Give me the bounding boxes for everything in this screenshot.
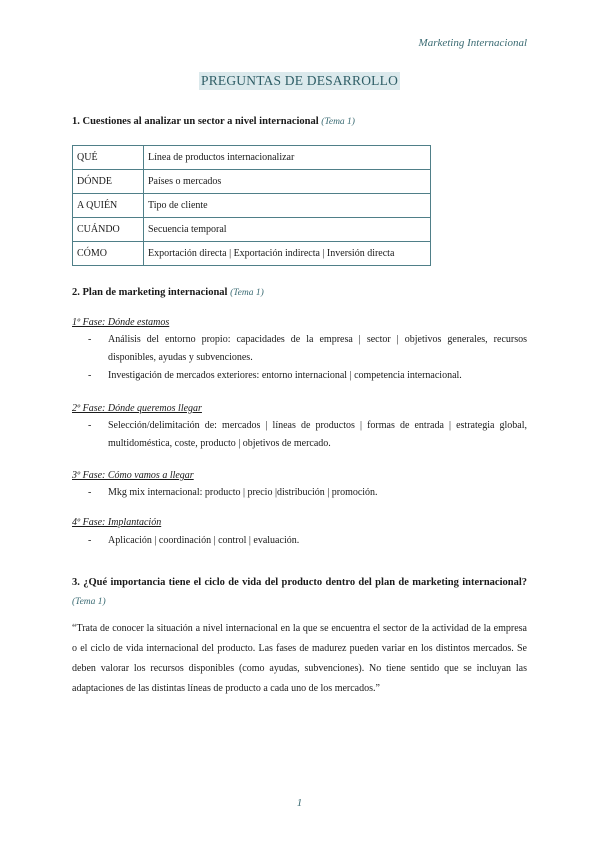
section-3-answer: “Trata de conocer la situación a nivel internacional en la que se encuentra el sector de la actividad de la empresa o el ciclo de vida internacional del producto. Las fases de madurez pueden variar en los distintos mercados. Se deben valorar los recursos disponibles (como ayudas, subvenciones). No tiene sentido que se incluyan las adaptaciones de las distintas líneas de producto a cada uno de los mercados.” — [72, 623, 527, 694]
table-row — [73, 146, 431, 170]
table-cell-value: Países o mercados — [144, 170, 431, 194]
page-title: PREGUNTAS DE DESARROLLO — [200, 73, 399, 88]
phase-1-title: 1º Fase: Dónde estamos — [72, 317, 170, 328]
phase-3-title: 3º Fase: Cómo vamos a llegar — [72, 470, 194, 481]
list-item: - Análisis del entorno propio: capacidades de la empresa | sector | objetivos generales, recursos disponibles, ayudas y subvenciones. — [86, 331, 527, 367]
table-cell-value: Tipo de cliente — [144, 194, 431, 218]
table-cell-key: CÓMO — [73, 242, 144, 266]
table-cell-value: Exportación directa | Exportación indirecta | Inversión directa — [144, 242, 431, 266]
table-cell-key: A QUIÉN — [73, 194, 144, 218]
table-cell-value: Secuencia temporal — [144, 218, 431, 242]
section-2-heading-text: 2. Plan de marketing internacional — [72, 287, 228, 298]
list-item: - Aplicación | coordinación | control | evaluación. — [86, 532, 527, 550]
table-cell-key: CUÁNDO — [73, 218, 144, 242]
phase-1-list — [86, 331, 527, 385]
table-row — [73, 194, 431, 218]
table-row — [73, 242, 431, 266]
phase-4-list — [86, 532, 527, 550]
table-cell-key: DÓNDE — [73, 170, 144, 194]
phase-4-title: 4º Fase: Implantación — [72, 517, 162, 528]
table-cell-key: QUÉ — [73, 146, 144, 170]
section-3-heading-text: 3. ¿Qué importancia tiene el ciclo de vida del producto dentro del plan de marketing internacional? — [72, 577, 527, 588]
title-container — [72, 72, 527, 90]
section-3-heading — [72, 573, 527, 612]
questions-table — [72, 145, 431, 266]
table-row — [73, 170, 431, 194]
table-row — [73, 218, 431, 242]
list-item: - Investigación de mercados exteriores: entorno internacional | competencia internacional. — [86, 367, 527, 385]
document-page — [72, 0, 527, 848]
table-cell-value: Línea de productos internacionalizar — [144, 146, 431, 170]
running-header: Marketing Internacional — [418, 37, 527, 49]
list-item: - Selección/delimitación de: mercados | líneas de productos | formas de entrada | estrategia global, multidoméstica, coste, producto | objetivos de mercado. — [86, 417, 527, 453]
phase-2-list — [86, 417, 527, 453]
page-number: 1 — [296, 797, 303, 809]
section-2-heading — [72, 287, 264, 298]
section-3-tema: (Tema 1) — [72, 597, 106, 607]
section-1-tema: (Tema 1) — [321, 117, 355, 127]
section-2-tema: (Tema 1) — [230, 288, 264, 298]
section-1-heading — [72, 116, 355, 127]
phase-2-title: 2º Fase: Dónde queremos llegar — [72, 403, 202, 414]
list-item: - Mkg mix internacional: producto | precio |distribución | promoción. — [86, 484, 527, 502]
section-1-heading-text: 1. Cuestiones al analizar un sector a nivel internacional — [72, 116, 319, 127]
phase-3-list — [86, 484, 527, 502]
